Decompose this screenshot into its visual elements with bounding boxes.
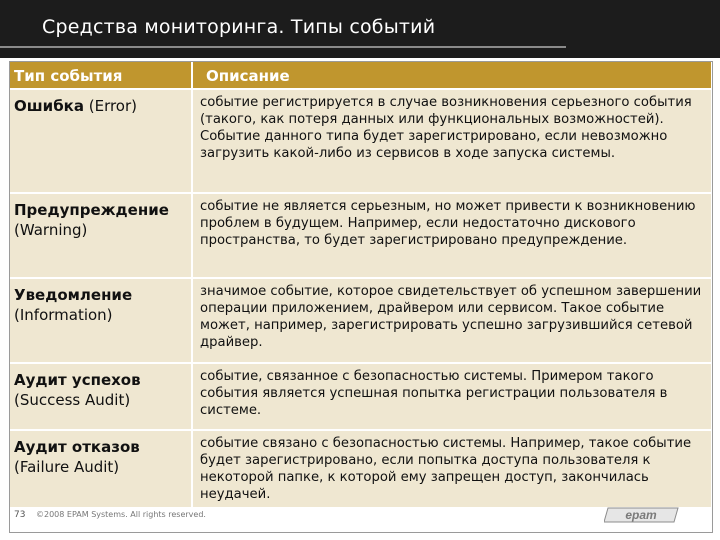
logo-text: epam: [625, 508, 657, 522]
event-type-name: Ошибка: [14, 97, 84, 115]
event-type-name: Аудит успехов: [14, 371, 141, 389]
event-type-cell: [10, 363, 192, 430]
copyright-notice: ©2008 EPAM Systems. All rights reserved.: [36, 510, 206, 519]
event-type-cell: [10, 89, 192, 193]
page-number: 73: [14, 510, 26, 520]
event-type-english: (Warning): [14, 221, 88, 239]
event-type-cell: [10, 278, 192, 363]
table-row: [10, 430, 711, 508]
slide-title: Средства мониторинга. Типы событий: [42, 16, 436, 38]
title-underline: [0, 46, 566, 48]
event-type-english: (Failure Audit): [14, 458, 120, 476]
event-type-cell: [10, 430, 192, 508]
table-row: [10, 89, 711, 193]
event-type-name: Предупреждение: [14, 201, 169, 219]
event-type-cell: [10, 193, 192, 278]
table-header-row: [10, 62, 711, 89]
event-type-english: (Information): [14, 306, 113, 324]
event-type-name: Аудит отказов: [14, 438, 140, 456]
event-type-name: Уведомление: [14, 286, 133, 304]
header-event-type: Тип события: [10, 62, 192, 89]
epam-logo-icon: [604, 502, 682, 526]
event-types-table: [10, 62, 711, 509]
event-description: событие связано с безопасностью системы. Например, такое событие будет зарегистрировано, если попытка доступа пользователя к некоторой папке, к которой ему запрещен доступ, закончилась неудачей.: [192, 430, 711, 508]
event-description: событие, связанное с безопасностью системы. Примером такого события является успешная попытка регистрации пользователя в системе.: [192, 363, 711, 430]
event-description: значимое событие, которое свидетельствует об успешном завершении операции приложением, драйвером или сервисом. Такое событие может, например, зарегистрировать успешно загрузившийся сетевой драйвер.: [192, 278, 711, 363]
title-bar: [0, 0, 720, 58]
table-row: [10, 193, 711, 278]
table-row: [10, 278, 711, 363]
event-description: событие не является серьезным, но может привести к возникновению проблем в будущем. Например, если недостаточно дискового пространства, то будет зарегистрировано предупреждение.: [192, 193, 711, 278]
table-row: [10, 363, 711, 430]
event-type-english: (Error): [83, 97, 138, 115]
event-type-english: (Success Audit): [14, 391, 131, 409]
event-description: событие регистрируется в случае возникновения серьезного события (такого, как потеря данных или функциональных возможностей). Событие данного типа будет зарегистрировано, если невозможно загрузить какой-либо из сервисов в ходе запуска системы.: [192, 89, 711, 193]
header-description: Описание: [192, 62, 711, 89]
